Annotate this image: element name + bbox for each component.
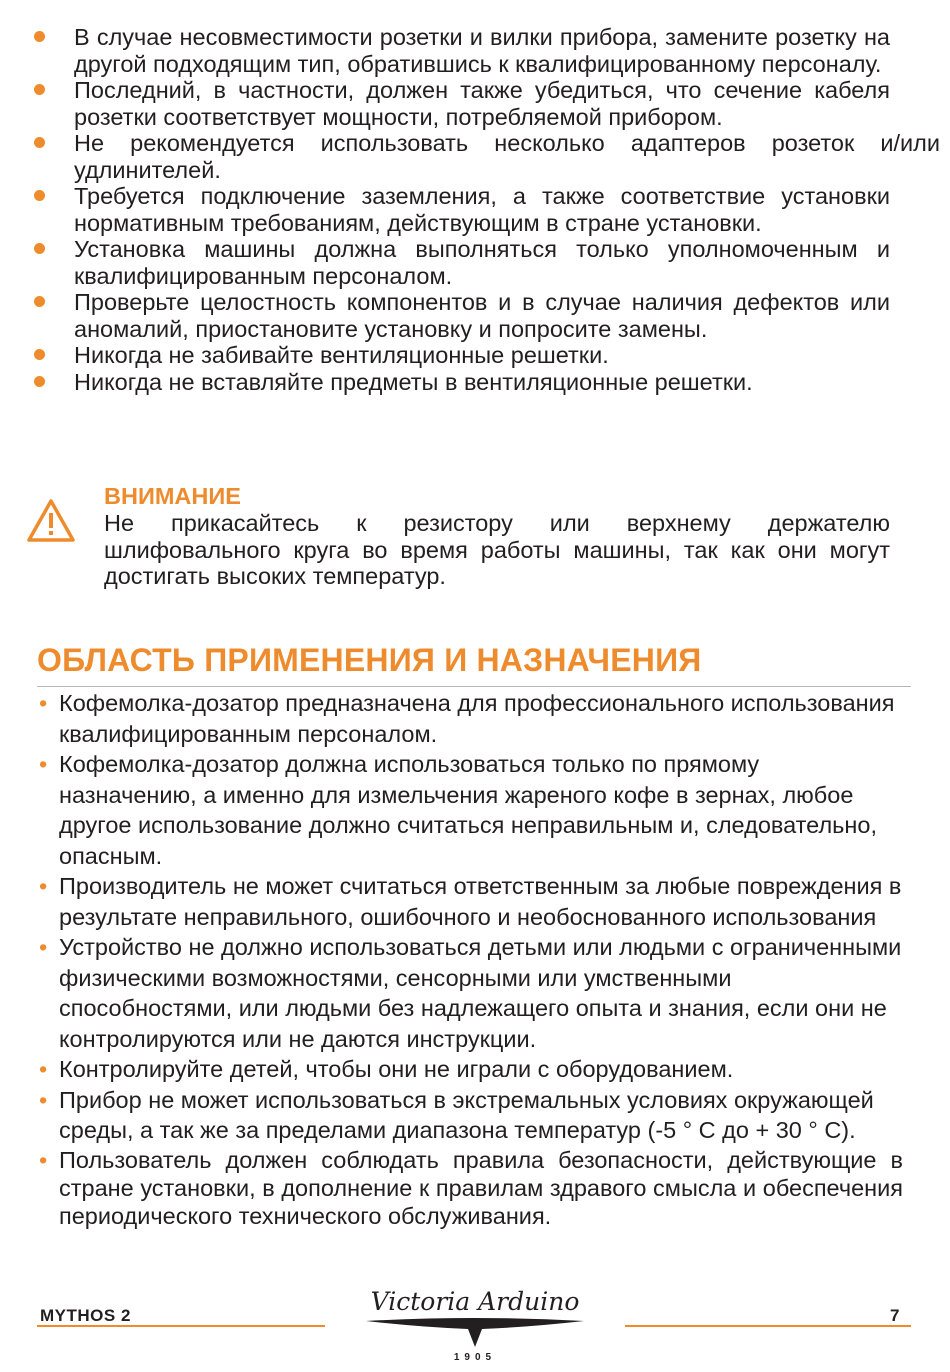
list-item: • Прибор не может использоваться в экстремальных условиях окружающей среды, а так же за пределами диапазона температур (-5 ° C до + 30 ° C).: [39, 1086, 874, 1143]
bullet-icon: [34, 84, 45, 95]
list-item: • Кофемолка-дозатор должна использоваться только по прямому назначению, а именно для измельчения жареного кофе в зернах, любое другое использование должно считаться неправильным и, следовательно, опасным.: [39, 751, 877, 869]
warning-triangle-icon: [26, 498, 76, 543]
list-item: • Контролируйте детей, чтобы они не играли с оборудованием.: [37, 1054, 903, 1085]
bullet-icon: •: [39, 1146, 48, 1173]
list-item: Не рекомендуется использовать несколько адаптеров розеток и/или удлинителей.: [30, 130, 940, 183]
bullet-icon: [34, 190, 45, 201]
list-item: Последний, в частности, должен также убедиться, что сечение кабеля розетки соответствует мощности, потребляемой прибором.: [30, 77, 890, 130]
footer-rule-right: [625, 1325, 911, 1327]
list-item: Установка машины должна выполняться только уполномоченным и квалифицированным персоналом.: [30, 236, 890, 289]
list-item: • Кофемолка-дозатор предназначена для профессионального использования квалифицированным персоналом.: [39, 690, 895, 747]
bullet-icon: [34, 31, 45, 42]
bullet-icon: •: [39, 1086, 48, 1113]
bullet-icon: [34, 137, 45, 148]
bullet-icon: •: [39, 690, 48, 716]
page-number: 7: [890, 1306, 900, 1325]
bullet-icon: [34, 376, 45, 387]
usage-bullet-list: [37, 688, 903, 1230]
list-item: Проверьте целостность компонентов и в случае наличия дефектов или аномалий, приостановите установку и попросите замены.: [30, 289, 890, 342]
bullet-icon: •: [39, 934, 48, 960]
bullet-icon: [34, 296, 45, 307]
warning-title: ВНИМАНИЕ: [104, 483, 241, 509]
bullet-icon: [34, 243, 45, 254]
list-item: Никогда не забивайте вентиляционные решетки.: [30, 342, 890, 369]
list-item: В случае несовместимости розетки и вилки прибора, замените розетку на другой подходящим тип, обратившись к квалифицированному персоналу.: [30, 24, 890, 77]
warning-text: Не прикасайтесь к резистору или верхнему держателю шлифовального круга во время работы машины, так как они могут достигать высоких температур.: [104, 510, 890, 589]
list-item: • Пользователь должен соблюдать правила безопасности, действующие в стране установки, в дополнение к правилам здравого смысла и обеспечения периодического технического обслуживания.: [39, 1146, 903, 1229]
list-item: Никогда не вставляйте предметы в вентиляционные решетки.: [30, 369, 890, 396]
bullet-icon: •: [39, 751, 48, 777]
footer-rule-left: [37, 1325, 325, 1327]
logo-year: 1905: [453, 1352, 497, 1363]
safety-bullet-list: [30, 24, 940, 395]
brand-logo: [360, 1283, 590, 1368]
logo-wordmark: Victoria Arduino: [370, 1287, 580, 1316]
section-title: ОБЛАСТЬ ПРИМЕНЕНИЯ И НАЗНАЧЕНИЯ: [37, 642, 702, 678]
warning-block: [26, 482, 892, 592]
list-item: • Устройство не должно использоваться детьми или людьми с ограниченными физическими возможностями, сенсорными или умственными способностями, или людьми без надлежащего опыта и знания, если они не контролируются или не даются инструкции.: [39, 934, 902, 1052]
bullet-icon: [34, 349, 45, 360]
logo-wing-icon: [360, 1313, 590, 1349]
section-divider: [37, 686, 911, 687]
footer-model-name: MYTHOS 2: [40, 1306, 131, 1325]
bullet-icon: •: [39, 1056, 48, 1082]
list-item: • Производитель не может считаться ответственным за любые повреждения в результате неправильного, ошибочного и необоснованного использования: [39, 873, 902, 930]
bullet-icon: •: [39, 873, 48, 899]
list-item: Требуется подключение заземления, а также соответствие установки нормативным требованиям, действующим в стране установки.: [30, 183, 890, 236]
